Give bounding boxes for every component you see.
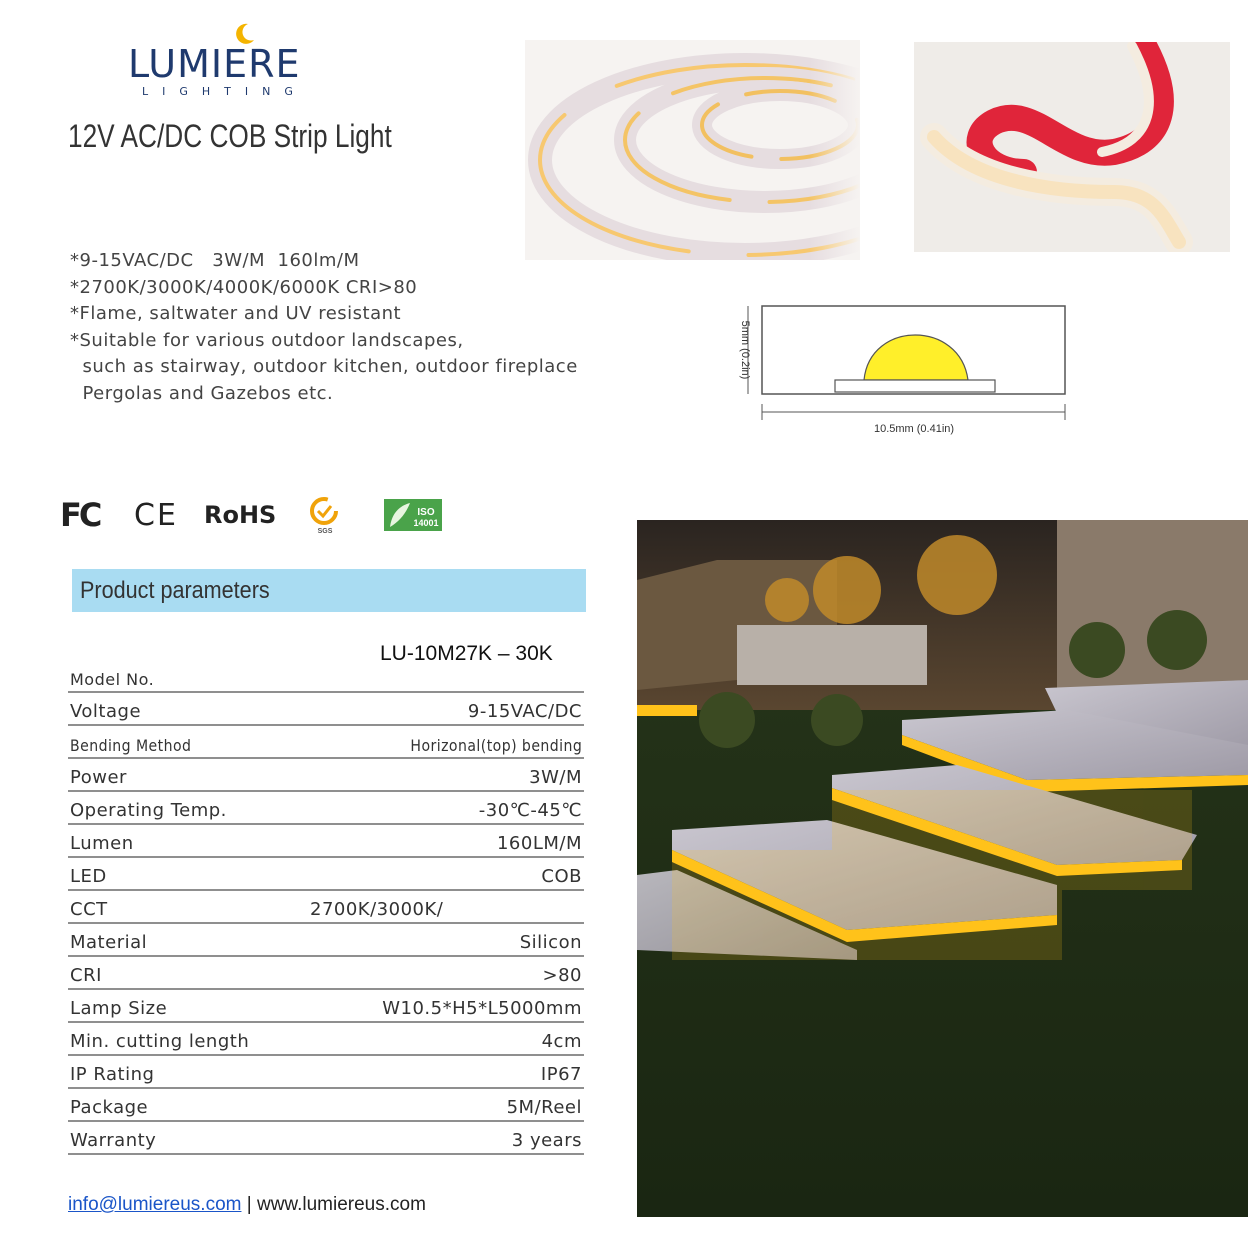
width-dimension-label: 10.5mm (0.41in) (873, 423, 955, 435)
feature-line: *Suitable for various outdoor landscapes, (70, 329, 464, 351)
row-label: Power (70, 767, 127, 788)
contact-line (68, 1194, 426, 1216)
row-label: Bending Method (70, 736, 192, 755)
row-label: IP Rating (70, 1064, 155, 1085)
certification-badges (58, 494, 458, 536)
row-value: 3W/M (529, 767, 582, 788)
row-label: Model No. (70, 670, 155, 689)
stair-lighting-photo (637, 520, 1248, 1217)
row-label: Lumen (70, 833, 134, 854)
rohs-badge: RoHS (204, 501, 277, 529)
table-row (68, 856, 584, 891)
table-row (68, 988, 584, 1023)
row-value: 160LM/M (496, 833, 582, 854)
table-row (68, 955, 584, 990)
row-value: 9-15VAC/DC (467, 701, 582, 722)
feature-line: such as stairway, outdoor kitchen, outdoor fireplace (70, 356, 578, 377)
table-row (68, 1087, 584, 1122)
tape-backing-image (914, 42, 1230, 252)
row-value: Horizonal(top) bending (410, 736, 582, 755)
feature-line: Pergolas and Gazebos etc. (70, 382, 334, 404)
contact-separator: | (241, 1194, 257, 1215)
email-link[interactable]: info@lumiereus.com (68, 1194, 242, 1215)
row-value: IP67 (540, 1064, 582, 1085)
row-label: Min. cutting length (70, 1031, 250, 1052)
row-value: >80 (542, 965, 582, 986)
row-label: Material (70, 932, 148, 953)
row-value: 2700K/3000K/ (310, 899, 444, 920)
row-label: Operating Temp. (70, 800, 227, 821)
feature-line: *Flame, saltwater and UV resistant (70, 303, 402, 324)
row-value: W10.5*H5*L5000mm (382, 998, 582, 1019)
feature-line: *2700K/3000K/4000K/6000K CRI>80 (70, 276, 418, 298)
svg-text:14001: 14001 (413, 518, 439, 528)
website-text: www.lumiereus.com (256, 1194, 426, 1215)
row-value: 5M/Reel (506, 1097, 582, 1118)
feature-line: *9-15VAC/DC 3W/M 160lm/M (70, 250, 360, 271)
coiled-strip-image (525, 40, 860, 260)
row-label: CRI (70, 965, 102, 986)
table-row (68, 724, 584, 759)
table-row (68, 1120, 584, 1155)
table-row (68, 658, 584, 693)
row-value: 4cm (541, 1031, 582, 1052)
row-label: LED (70, 866, 107, 887)
row-value: COB (541, 866, 582, 887)
sgs-badge (308, 494, 342, 536)
ce-badge: CE (134, 497, 178, 533)
table-row (68, 691, 584, 726)
cross-section-diagram (720, 300, 1080, 440)
table-row (68, 1054, 584, 1089)
row-label: Warranty (70, 1130, 157, 1151)
row-label: Lamp Size (70, 998, 168, 1019)
row-value: Silicon (519, 932, 582, 953)
parameters-header-label: Product parameters (80, 577, 270, 604)
svg-text:ISO: ISO (417, 507, 435, 518)
table-row (68, 790, 584, 825)
row-label: Package (70, 1097, 149, 1118)
row-label: Voltage (70, 701, 142, 722)
table-row (68, 757, 584, 792)
row-label: CCT (70, 899, 108, 920)
brand-name: LUMIERE (128, 42, 301, 86)
brand-subline: LIGHTING (142, 85, 307, 98)
row-value: -30℃-45℃ (478, 800, 582, 821)
table-row (68, 1021, 584, 1056)
parameters-header (72, 569, 586, 612)
table-row (68, 823, 584, 858)
brand-logo (128, 22, 318, 98)
fcc-badge: FC (60, 496, 100, 534)
iso-badge (382, 494, 444, 536)
table-row (68, 922, 584, 957)
feature-list (70, 248, 578, 407)
height-dimension-label: 5mm (0.2in) (739, 320, 751, 380)
model-number-value: LU-10M27K – 30K (380, 642, 553, 665)
row-value: 3 years (511, 1130, 582, 1151)
table-row (68, 889, 584, 924)
svg-text:SGS: SGS (317, 528, 333, 535)
product-title: 12V AC/DC COB Strip Light (68, 118, 392, 154)
